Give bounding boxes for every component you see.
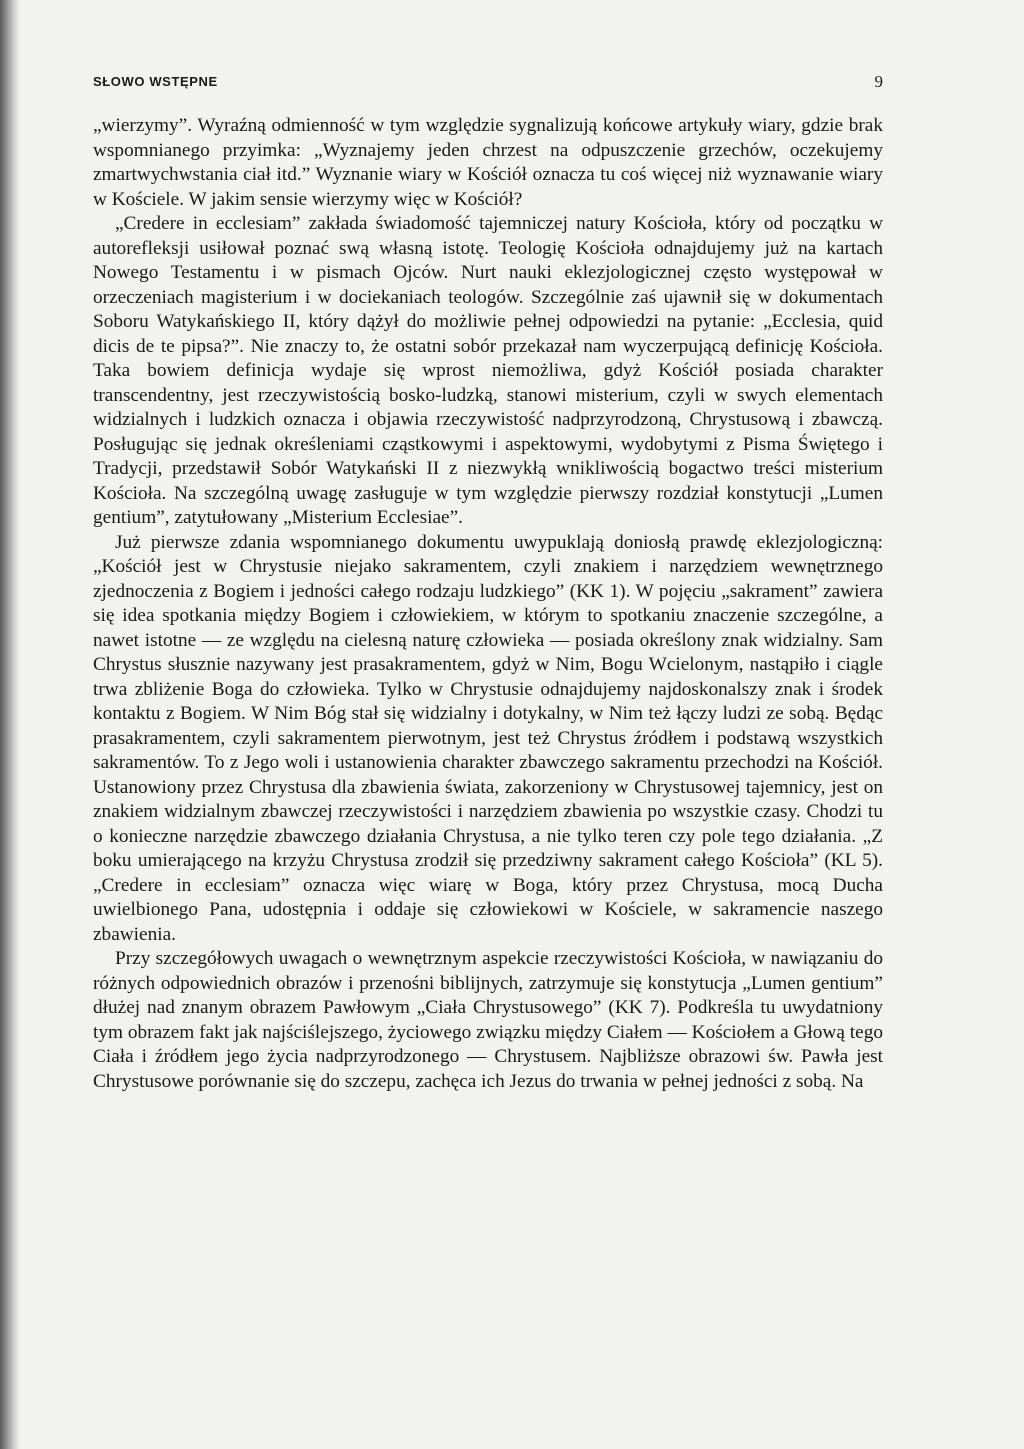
- paragraph-2: „Credere in ecclesiam” zakłada świadomość tajemniczej natury Kościoła, który od początku w autorefleksji usiłował poznać swą własną istotę. Teologię Kościoła odnajdujemy już na kartach Nowego Testamentu i w pismach Ojców. Nurt nauki eklezjologicznej często występował w orzeczeniach magisterium i w dociekaniach teologów. Szczególnie zaś ujawnił się w dokumentach Soboru Watykańskiego II, który dążył do możliwie pełnej odpowiedzi na pytanie: „Ecclesia, quid dicis de te pipsa?”. Nie znaczy to, że ostatni sobór przekazał nam wyczerpującą definicję Kościoła. Taka bowiem definicja wydaje się wprost niemożliwa, gdyż Kościół posiada charakter transcendentny, jest rzeczywistością bosko-ludzką, stanowi misterium, czyli w swych elementach widzialnych i ludzkich oznacza i objawia rzeczywistość nadprzyrodzoną, Chrystusową i zbawczą. Posługując się jednak określeniami cząstkowymi i aspektowymi, wydobytymi z Pisma Świętego i Tradycji, przedstawił Sobór Watykański II z niezwykłą wnikliwością bogactwo treści misterium Kościoła. Na szczególną uwagę zasługuje w tym względzie pierwszy rozdział konstytucji „Lumen gentium”, zatytułowany „Misterium Ecclesiae”.: [93, 213, 883, 528]
- page-binding-shadow: [0, 0, 20, 1449]
- running-head: SŁOWO WSTĘPNE: [93, 74, 218, 89]
- paragraph-1: „wierzymy”. Wyraźną odmienność w tym względzie sygnalizują końcowe artykuły wiary, gdzie brak wspomnianego przyimka: „Wyznajemy jeden chrzest na odpuszczenie grzechów, oczekujemy zmartwychwstania ciał itd.” Wyznanie wiary w Kościół oznacza tu coś więcej niż wyznawanie wiary w Kościele. W jakim sensie wierzymy więc w Kościół?: [93, 115, 883, 210]
- page-number: 9: [874, 72, 883, 91]
- paragraph-3: Już pierwsze zdania wspomnianego dokumentu uwypuklają doniosłą prawdę eklezjologiczną: „Kościół jest w Chrystusie niejako sakramentem, czyli znakiem i narzędziem wewnętrznego zjednoczenia z Bogiem i jedności całego rodzaju ludzkiego” (KK 1). W pojęciu „sakrament” zawiera się idea spotkania między Bogiem i człowiekiem, w którym to spotkaniu znaczenie szczególne, a nawet istotne — ze względu na cielesną naturę człowieka — posiada określony znak widzialny. Sam Chrystus słusznie nazywany jest prasakramentem, gdyż w Nim, Bogu Wcielonym, nastąpiło i ciągle trwa zbliżenie Boga do człowieka. Tylko w Chrystusie odnajdujemy najdoskonalszy znak i środek kontaktu z Bogiem. W Nim Bóg stał się widzialny i dotykalny, w Nim też łączy ludzi ze sobą. Będąc prasakramentem, czyli sakramentem pierwotnym, jest też Chrystus źródłem i podstawą wszystkich sakramentów. To z Jego woli i ustanowienia charakter zbawczego sakramentu przechodzi na Kościół. Ustanowiony przez Chrystusa dla zbawienia świata, zakorzeniony w Chrystusowej tajemnicy, jest on znakiem widzialnym zbawczej rzeczywistości i narzędziem zbawienia po wszystkie czasy. Chodzi tu o konieczne narzędzie zbawczego działania Chrystusa, a nie tylko teren czy pole tego działania. „Z boku umierającego na krzyżu Chrystusa zrodził się przedziwny sakrament całego Kościoła” (KL 5). „Credere in ecclesiam” oznacza więc wiarę w Boga, który przez Chrystusa, mocą Ducha uwielbionego Pana, udostępnia i oddaje się człowiekowi w Kościele, w sakramencie naszego zbawienia.: [93, 531, 883, 945]
- page-header: [93, 70, 883, 94]
- paragraph-4: Przy szczegółowych uwagach o wewnętrznym aspekcie rzeczywistości Kościoła, w nawiązaniu do różnych odpowiednich obrazów i przenośni biblijnych, zatrzymuje się konstytucja „Lumen gentium” dłużej nad znanym obrazem Pawłowym „Ciała Chrystusowego” (KK 7). Podkreśla tu uwydatniony tym obrazem fakt jak najściślejszego, życiowego związku między Ciałem — Kościołem a Głową tego Ciała i źródłem jego życia nadprzyrodzonego — Chrystusem. Najbliższe obrazowi św. Pawła jest Chrystusowe porównanie się do szczepu, zachęca ich Jezus do trwania w pełnej jedności z sobą. Na: [93, 948, 883, 1092]
- body-text: [93, 114, 883, 1094]
